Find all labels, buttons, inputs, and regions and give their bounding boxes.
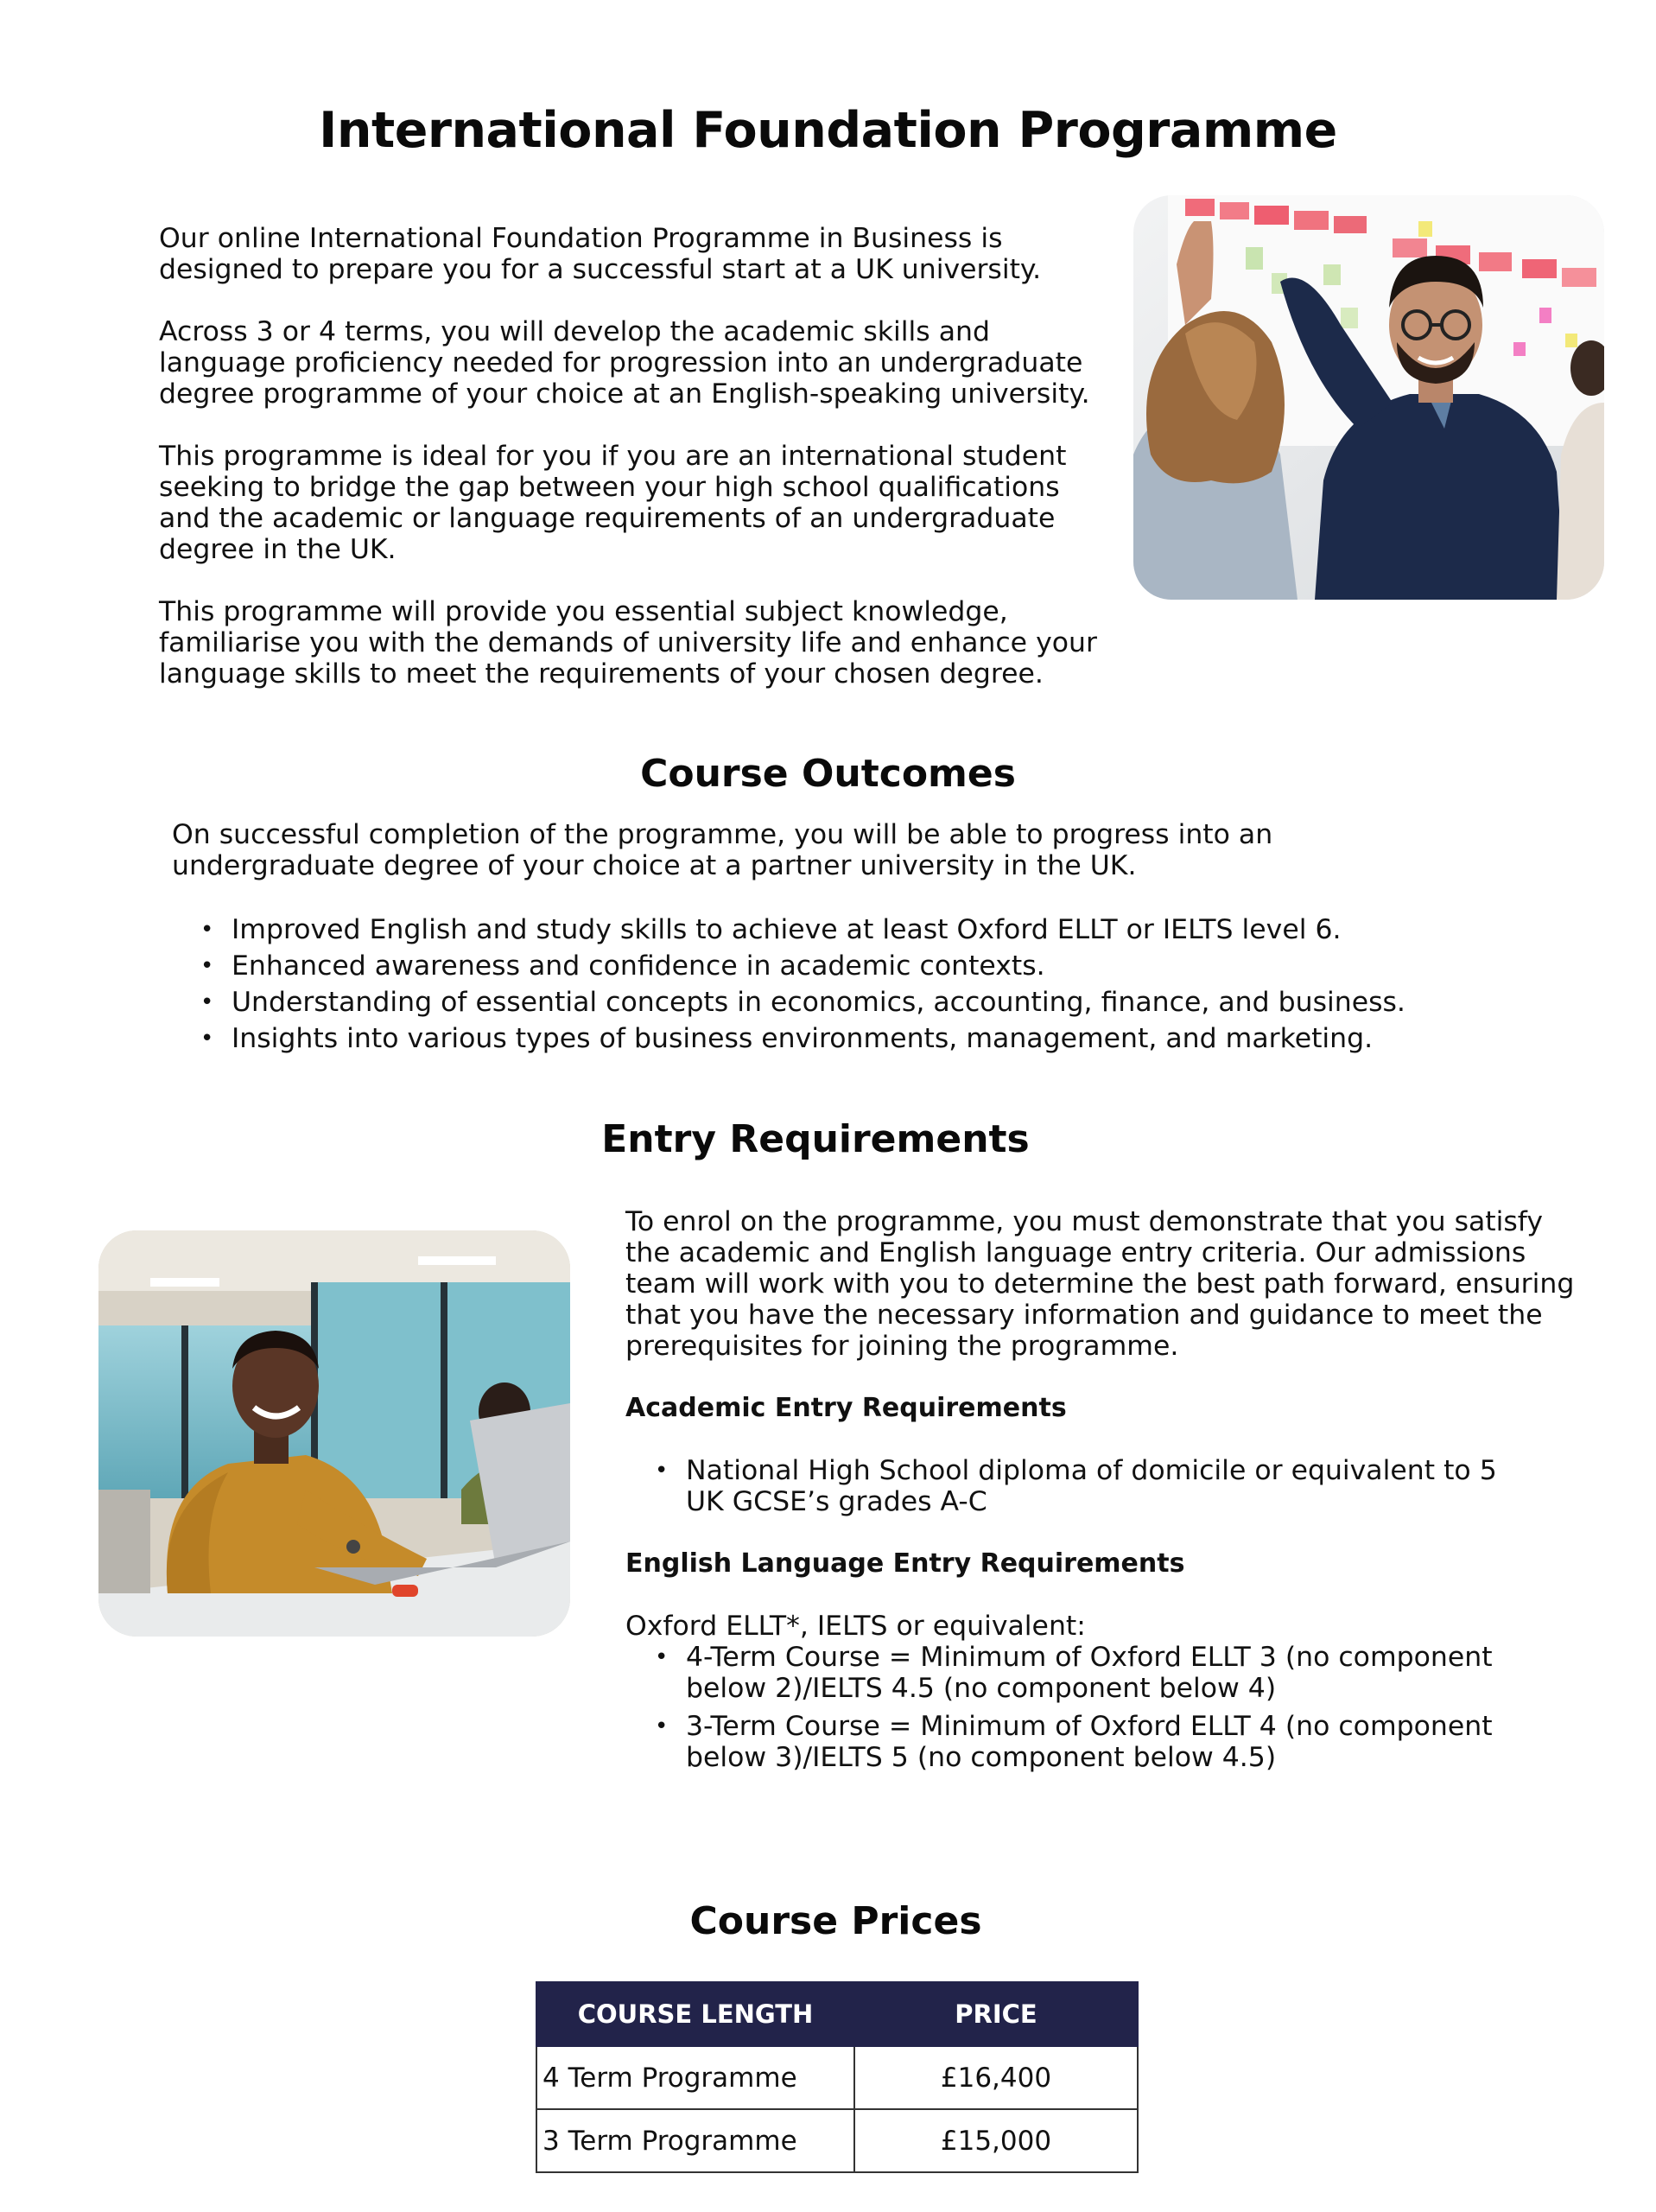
- list-item: • Improved English and study skills to achieve at least Oxford ELLT or IELTS level 6.: [197, 912, 1493, 948]
- english-entry-list: [651, 1642, 1576, 1773]
- student-laptop-photo: [98, 1230, 570, 1637]
- list-item: • Enhanced awareness and confidence in academic contexts.: [197, 948, 1493, 984]
- course-length-cell: 4 Term Programme: [536, 2046, 854, 2109]
- column-header-price: PRICE: [854, 1982, 1138, 2046]
- list-item: • 3-Term Course = Minimum of Oxford ELLT 4 (no component below 3)/IELTS 5 (no component below 4.5): [651, 1711, 1541, 1773]
- list-item: • 4-Term Course = Minimum of Oxford ELLT 3 (no component below 2)/IELTS 4.5 (no component below 4): [651, 1642, 1541, 1704]
- entry-requirements-content: [625, 1206, 1576, 1780]
- course-outcomes-heading: Course Outcomes: [640, 752, 1016, 796]
- table-row: [536, 2046, 1138, 2109]
- price-cell: £15,000: [854, 2109, 1138, 2172]
- page-title: International Foundation Programme: [319, 102, 1337, 159]
- academic-entry-heading: Academic Entry Requirements: [625, 1393, 1067, 1423]
- course-prices-table: [536, 1981, 1139, 2173]
- intro-paragraph: Across 3 or 4 terms, you will develop the academic skills and language proficiency needed for progression into an undergraduate degree programme of your choice at an English-speaking university.: [159, 316, 1090, 410]
- intro-paragraph: This programme is ideal for you if you are an international student seeking to bridge the gap between your high school qualifications and the academic or language requirements of an undergraduate degree in the UK.: [159, 441, 1067, 565]
- intro-paragraph: Our online International Foundation Programme in Business is designed to prepare you for a successful start at a UK university.: [159, 223, 1042, 285]
- english-entry-lead: Oxford ELLT*, IELTS or equivalent:: [625, 1611, 1086, 1642]
- intro-paragraph: This programme will provide you essential subject knowledge, familiarise you with the demands of university life and enhance your language skills to meet the requirements of your chosen degree.: [159, 596, 1097, 690]
- academic-entry-list: [651, 1455, 1576, 1517]
- entry-requirements-heading: Entry Requirements: [601, 1117, 1030, 1161]
- team-whiteboard-photo: [1133, 195, 1604, 600]
- list-item: • Insights into various types of business environments, management, and marketing.: [197, 1020, 1493, 1057]
- price-cell: £16,400: [854, 2046, 1138, 2109]
- list-item: • Understanding of essential concepts in economics, accounting, finance, and business.: [197, 984, 1493, 1020]
- intro-text: [159, 223, 1118, 721]
- table-row: [536, 2109, 1138, 2172]
- table-header-row: [536, 1982, 1138, 2046]
- team-whiteboard-illustration: [1133, 195, 1604, 600]
- course-length-cell: 3 Term Programme: [536, 2109, 854, 2172]
- list-item: • National High School diploma of domicile or equivalent to 5 UK GCSE’s grades A-C: [651, 1455, 1541, 1517]
- course-prices-heading: Course Prices: [689, 1899, 982, 1943]
- english-entry-heading: English Language Entry Requirements: [625, 1548, 1185, 1579]
- outcomes-list: [197, 912, 1493, 1057]
- student-laptop-illustration: [98, 1230, 570, 1637]
- entry-lead: To enrol on the programme, you must demonstrate that you satisfy the academic and English language entry criteria. Our admissions team will work with you to determine the best path forward, ensuring that you have the necessary information and guidance to meet the prerequisites for joining the programme.: [625, 1206, 1575, 1362]
- column-header-course-length: COURSE LENGTH: [536, 1982, 854, 2046]
- outcomes-lead: On successful completion of the programme, you will be able to progress into an undergraduate degree of your choice at a partner university in the UK.: [172, 819, 1273, 881]
